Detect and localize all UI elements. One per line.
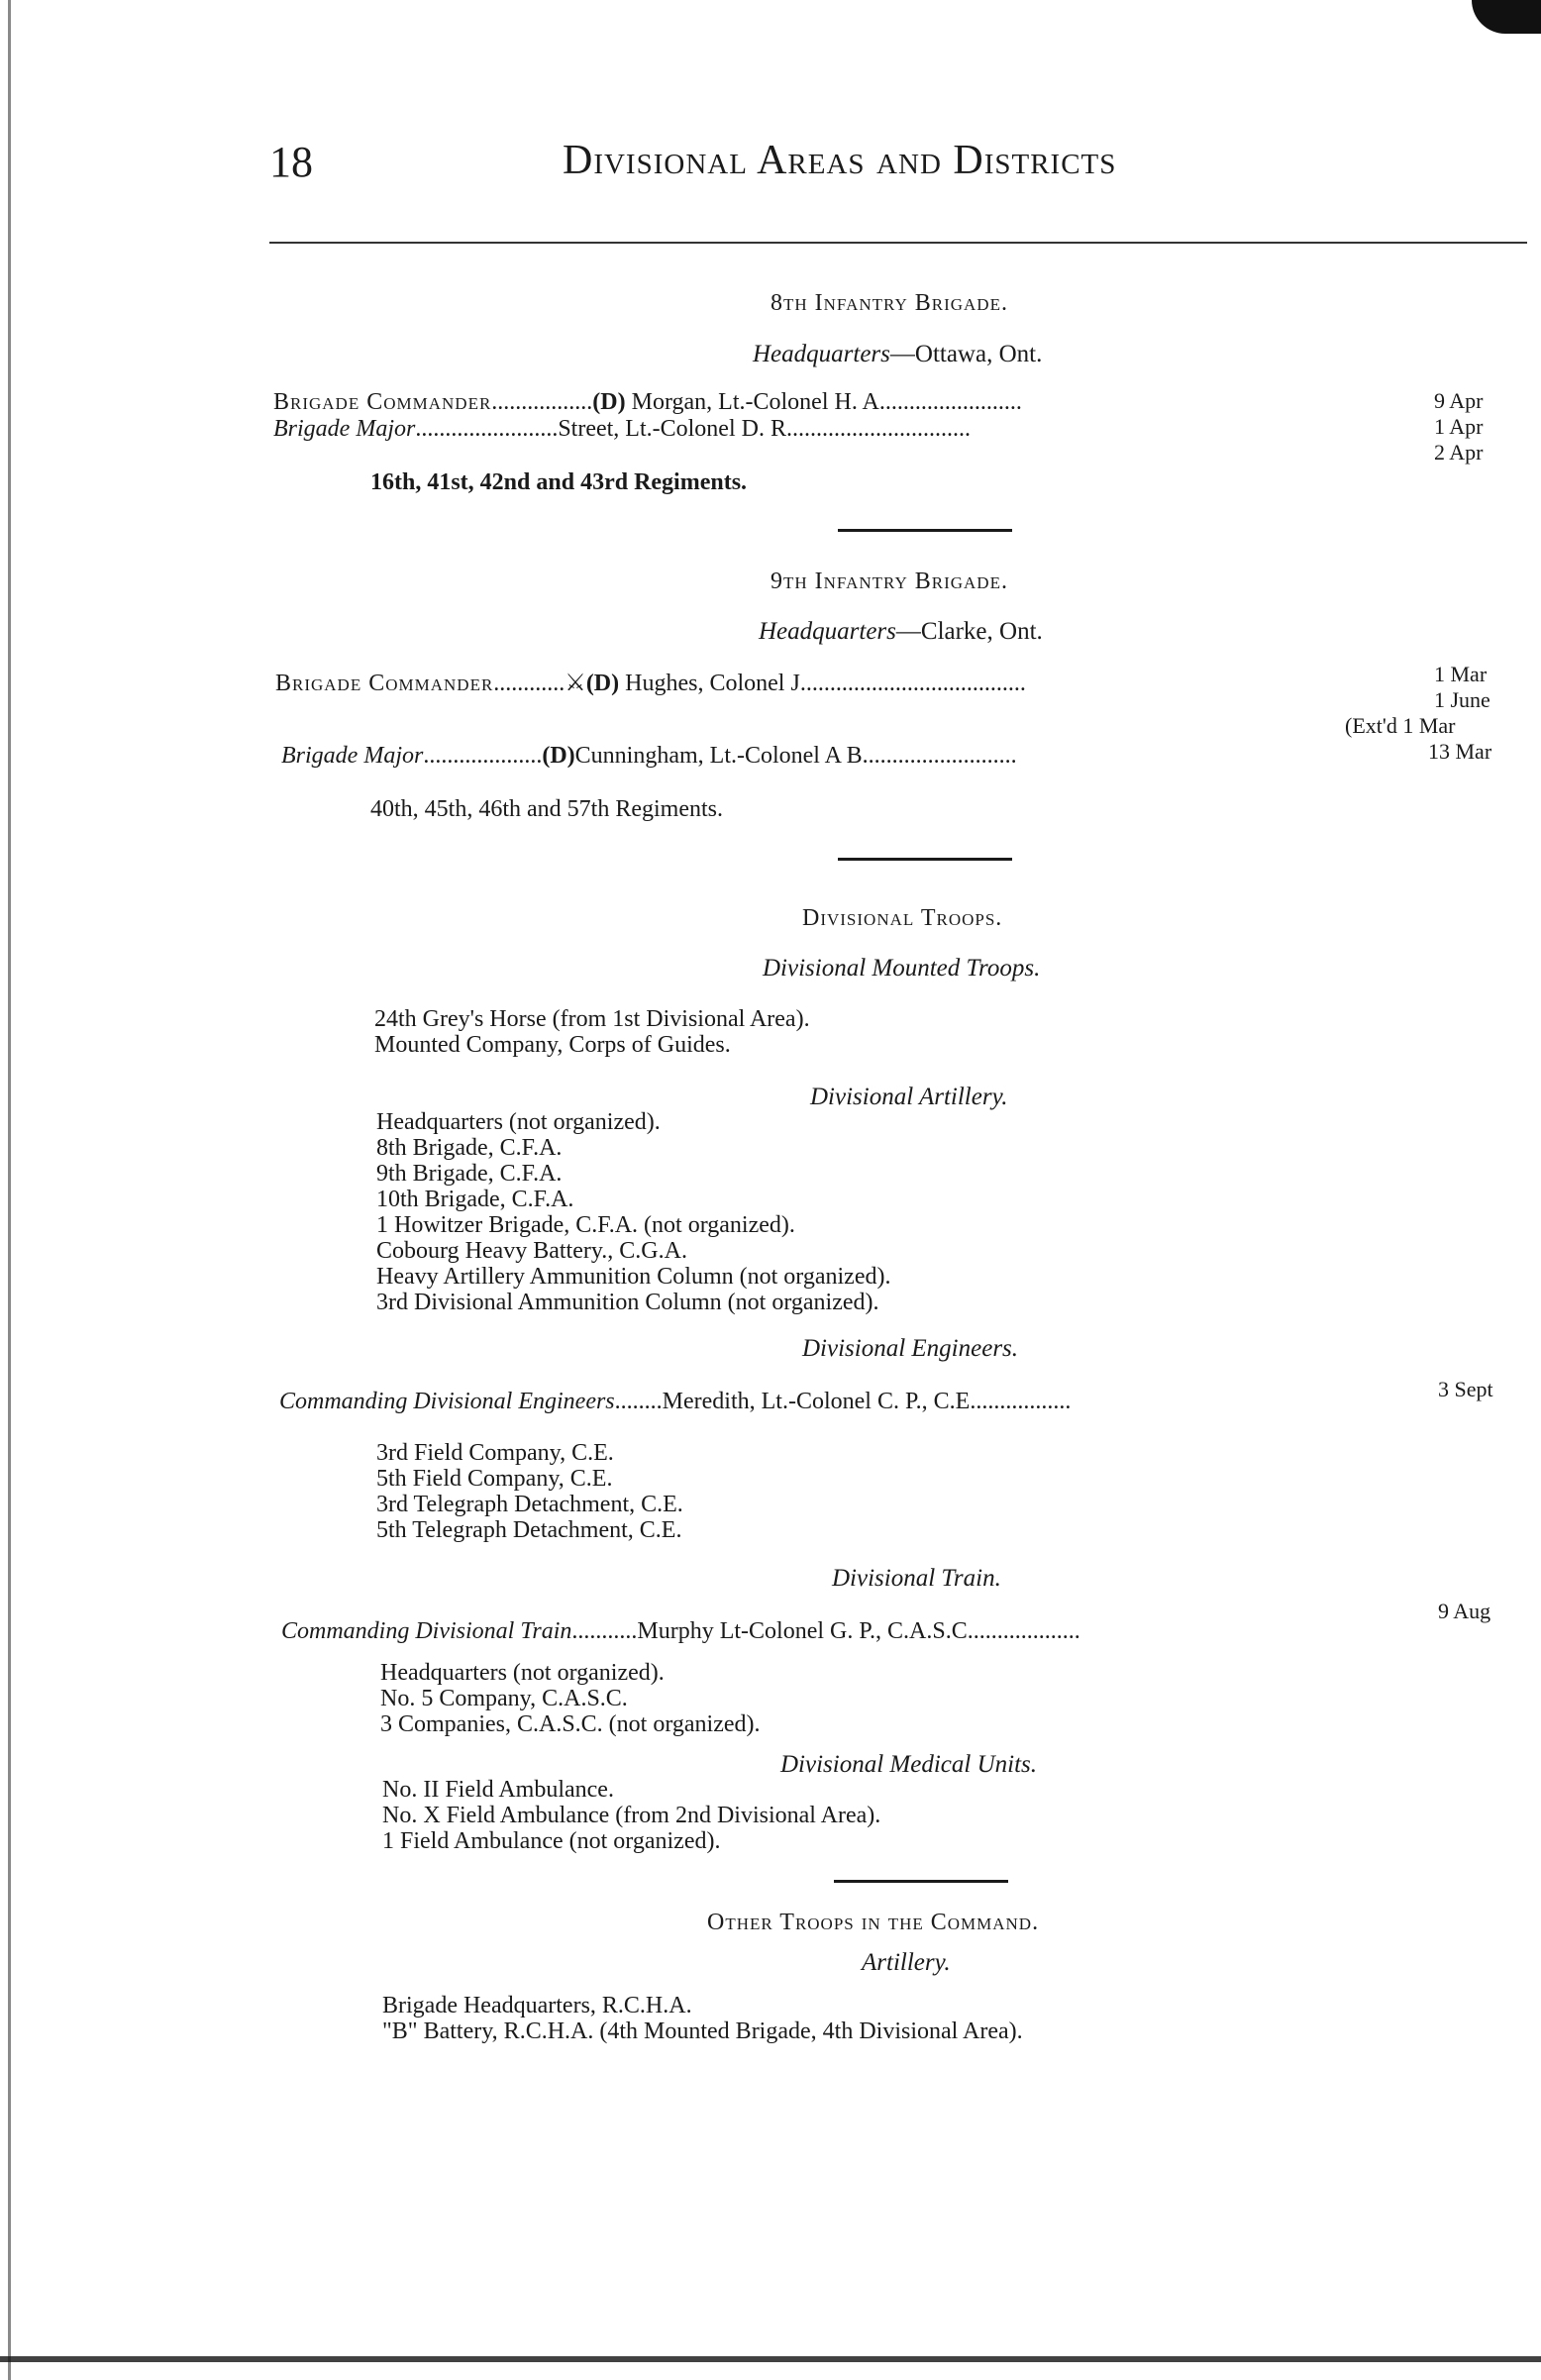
leader-dots: ................... (967, 1618, 1080, 1644)
other-artillery-list (382, 1993, 1023, 2044)
hq-label: Headquarters (759, 618, 896, 645)
brigade9-major-row (281, 743, 1017, 770)
brigade9-title: 9th Infantry Brigade. (770, 569, 1008, 594)
brigade8-commander-row (273, 389, 1022, 416)
list-item: 3rd Telegraph Detachment, C.E. (376, 1492, 683, 1517)
major-name: Cunningham, Lt.-Colonel A B (574, 743, 863, 769)
list-item: 8th Brigade, C.F.A. (376, 1135, 563, 1161)
engineers-cmd-date: 3 Sept (1438, 1377, 1493, 1401)
list-item: "B" Battery, R.C.H.A. (4th Mounted Brigade, 4th Divisional Area). (382, 2018, 1023, 2044)
crossed-swords-icon: ⚔ (565, 671, 586, 696)
list-item: No. 5 Company, C.A.S.C. (380, 1686, 628, 1711)
medical-title: Divisional Medical Units. (780, 1751, 1037, 1778)
brigade9-extension: (Ext'd 1 Mar (1345, 713, 1456, 738)
leader-dots: ................. (491, 389, 593, 415)
list-item: 9th Brigade, C.F.A. (376, 1161, 563, 1187)
brigade9-headquarters (759, 618, 1043, 646)
list-item: Brigade Headquarters, R.C.H.A. (382, 1993, 692, 2018)
list-item: 1 Field Ambulance (not organized). (382, 1828, 721, 1854)
train-commander-row (281, 1618, 1080, 1645)
page-bottom-edge (0, 2356, 1541, 2362)
other-troops-title: Other Troops in the Command. (707, 1910, 1040, 1935)
list-item: 24th Grey's Horse (from 1st Divisional Area). (374, 1006, 810, 1032)
divisional-troops-title: Divisional Troops. (802, 905, 1003, 931)
brigade8-date-1: 9 Apr (1434, 388, 1484, 413)
leader-dots: ........ (614, 1389, 663, 1414)
d-mark: (D) (592, 389, 626, 415)
train-title: Divisional Train. (832, 1565, 1001, 1592)
brigade9-date-2: 1 June (1434, 687, 1490, 712)
brigade9-regiments: 40th, 45th, 46th and 57th Regiments. (370, 796, 723, 822)
brigade9-commander-row (275, 669, 1026, 697)
list-item: Cobourg Heavy Battery., C.G.A. (376, 1238, 687, 1264)
train-cmd-name: Murphy Lt-Colonel G. P., C.A.S.C (637, 1618, 968, 1644)
list-item: Headquarters (not organized). (380, 1660, 665, 1686)
page-left-edge (8, 0, 11, 2380)
list-item: 5th Telegraph Detachment, C.E. (376, 1517, 682, 1543)
list-item: 3 Companies, C.A.S.C. (not organized). (380, 1711, 761, 1737)
artillery-title: Divisional Artillery. (810, 1084, 1008, 1110)
list-item: Heavy Artillery Ammunition Column (not organized). (376, 1264, 891, 1290)
engineers-title: Divisional Engineers. (802, 1335, 1019, 1362)
leader-dots: ........... (571, 1618, 638, 1644)
hq-place: —Ottawa, Ont. (889, 341, 1043, 367)
d-mark: (D) (542, 743, 575, 769)
list-item: Headquarters (not organized). (376, 1109, 661, 1135)
leader-dots: ................. (970, 1389, 1072, 1414)
header-rule (269, 242, 1527, 244)
leader-dots: ........................ (878, 389, 1022, 415)
list-item: 3rd Divisional Ammunition Column (not organized). (376, 1290, 879, 1315)
brigade9-major-date: 13 Mar (1428, 739, 1492, 764)
leader-dots: ........................ (415, 416, 559, 442)
engineers-cmd-name: Meredith, Lt.-Colonel C. P., C.E (662, 1389, 971, 1414)
d-mark: (D) (585, 671, 620, 696)
list-item: Mounted Company, Corps of Guides. (374, 1032, 731, 1058)
hq-label: Headquarters (753, 341, 890, 367)
artillery-list (376, 1109, 890, 1315)
section-rule (838, 858, 1012, 861)
section-rule (834, 1880, 1008, 1883)
page-number: 18 (269, 138, 313, 186)
brigade8-regiments: 16th, 41st, 42nd and 43rd Regiments. (370, 469, 748, 495)
major-name: Street, Lt.-Colonel D. R (558, 416, 786, 442)
engineers-list (376, 1440, 683, 1543)
brigade8-title: 8th Infantry Brigade. (770, 290, 1008, 316)
mounted-troops-title: Divisional Mounted Troops. (763, 955, 1041, 982)
train-list (380, 1660, 761, 1737)
list-item: No. X Field Ambulance (from 2nd Divisional Area). (382, 1803, 881, 1828)
list-item: 1 Howitzer Brigade, C.F.A. (not organized). (376, 1212, 795, 1238)
mounted-troops-list (374, 1006, 810, 1058)
list-item: 5th Field Company, C.E. (376, 1466, 613, 1492)
brigade8-headquarters (753, 341, 1042, 368)
engineers-cmd-label: Commanding Divisional Engineers (279, 1389, 615, 1414)
brigade8-major-row (273, 416, 971, 443)
leader-dots: ............ (493, 671, 565, 696)
major-label: Brigade Major (273, 416, 416, 442)
leader-dots: ...................................... (799, 671, 1026, 696)
brigade8-date-2: 1 Apr (1434, 414, 1484, 439)
brigade8-date-3: 2 Apr (1434, 440, 1484, 465)
train-cmd-label: Commanding Divisional Train (281, 1618, 572, 1644)
leader-dots: ............................... (785, 416, 971, 442)
major-label: Brigade Major (281, 743, 424, 769)
list-item: 10th Brigade, C.F.A. (376, 1187, 574, 1212)
list-item: 3rd Field Company, C.E. (376, 1440, 614, 1466)
train-cmd-date: 9 Aug (1438, 1599, 1491, 1623)
section-rule (838, 529, 1012, 532)
brigade9-date-1: 1 Mar (1434, 662, 1488, 686)
leader-dots: .......................... (862, 743, 1017, 769)
list-item: No. II Field Ambulance. (382, 1777, 614, 1803)
commander-name: Hughes, Colonel J (619, 671, 800, 696)
running-head-title: Divisional Areas and Districts (563, 138, 1117, 183)
corner-ink-blot (1472, 0, 1541, 34)
medical-list (382, 1777, 880, 1854)
other-artillery-title: Artillery. (862, 1949, 951, 1976)
hq-place: —Clarke, Ont. (895, 618, 1043, 645)
commander-label: Brigade Commander (275, 671, 494, 696)
commander-name: Morgan, Lt.-Colonel H. A (625, 389, 879, 415)
commander-label: Brigade Commander (273, 389, 492, 415)
leader-dots: .................... (423, 743, 543, 769)
engineers-commander-row (279, 1389, 1071, 1415)
